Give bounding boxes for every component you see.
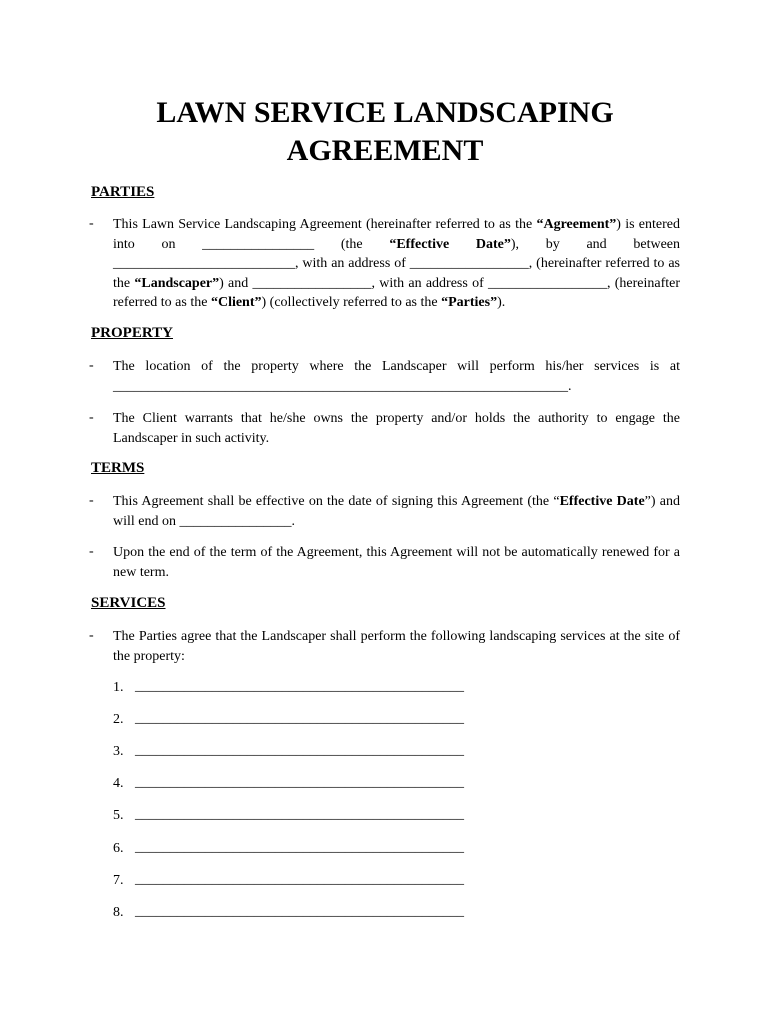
terms-effective-paragraph	[113, 492, 680, 531]
service-item-blank[interactable]: _______________________________________________	[135, 711, 464, 726]
property-location-paragraph: The location of the property where the Landscaper will perform his/her services is at _________________________________________________________________.	[113, 359, 680, 394]
services-paragraph: The Parties agree that the Landscaper shall perform the following landscaping services at the site of the property:	[113, 629, 680, 664]
text-span: This Agreement shall be effective on the date of signing this Agreement (the “	[113, 494, 560, 509]
service-item-blank[interactable]: _______________________________________________	[135, 775, 464, 790]
section-heading-parties: PARTIES	[91, 184, 155, 200]
service-item-blank[interactable]: _______________________________________________	[135, 904, 464, 919]
service-item-number: 2.	[113, 712, 124, 727]
section-heading-terms: TERMS	[91, 460, 145, 476]
terms-renewal-paragraph: Upon the end of the term of the Agreement, this Agreement will not be automatically renewed for a new term.	[113, 545, 680, 580]
service-item-number: 4.	[113, 776, 124, 791]
title-line-1: LAWN SERVICE LANDSCAPING	[156, 96, 614, 129]
defined-term-client: “Client”	[210, 295, 262, 310]
service-item-number: 8.	[113, 905, 124, 920]
text-span: ), by and between __________________________, with an address of _________________, (hereinafter referred to as the	[113, 236, 680, 291]
parties-paragraph	[113, 215, 680, 313]
text-span: ”) and will end on ________________.	[113, 494, 680, 529]
text-span: ) is entered into on ________________ (the	[113, 217, 680, 252]
document-title	[0, 94, 770, 170]
title-line-2: AGREEMENT	[286, 134, 484, 167]
bullet-dash: -	[89, 544, 94, 559]
bullet-dash: -	[89, 358, 94, 373]
defined-term-parties: “Parties”	[441, 295, 498, 310]
service-item-number: 3.	[113, 744, 124, 759]
text-span: This Lawn Service Landscaping Agreement (hereinafter referred to as the	[113, 217, 537, 232]
defined-term-agreement: “Agreement”	[536, 217, 617, 232]
defined-term-effective-date: “Effective Date”	[389, 236, 511, 252]
service-item-blank[interactable]: _______________________________________________	[135, 743, 464, 758]
defined-term-effective-date: Effective Date	[559, 494, 645, 509]
defined-term-landscaper: “Landscaper”	[134, 275, 220, 291]
text-span: ) and _________________, with an address of _________________, (hereinafter referred to as the	[113, 275, 680, 310]
service-item-number: 1.	[113, 680, 124, 695]
service-item-blank[interactable]: _______________________________________________	[135, 807, 464, 822]
service-item-blank[interactable]: _______________________________________________	[135, 679, 464, 694]
service-item-number: 5.	[113, 808, 124, 823]
service-item-number: 7.	[113, 873, 124, 888]
section-heading-property: PROPERTY	[91, 325, 173, 341]
text-span: ).	[497, 295, 506, 310]
service-item-blank[interactable]: _______________________________________________	[135, 872, 464, 887]
service-item-blank[interactable]: _______________________________________________	[135, 840, 464, 855]
property-warranty-paragraph: The Client warrants that he/she owns the property and/or holds the authority to engage the Landscaper in such activity.	[113, 411, 680, 446]
service-item-number: 6.	[113, 841, 124, 856]
text-span: ) (collectively referred to as the	[261, 295, 442, 310]
bullet-dash: -	[89, 493, 94, 508]
section-heading-services: SERVICES	[91, 595, 166, 611]
bullet-dash: -	[89, 410, 94, 425]
bullet-dash: -	[89, 628, 94, 643]
bullet-dash: -	[89, 216, 94, 231]
